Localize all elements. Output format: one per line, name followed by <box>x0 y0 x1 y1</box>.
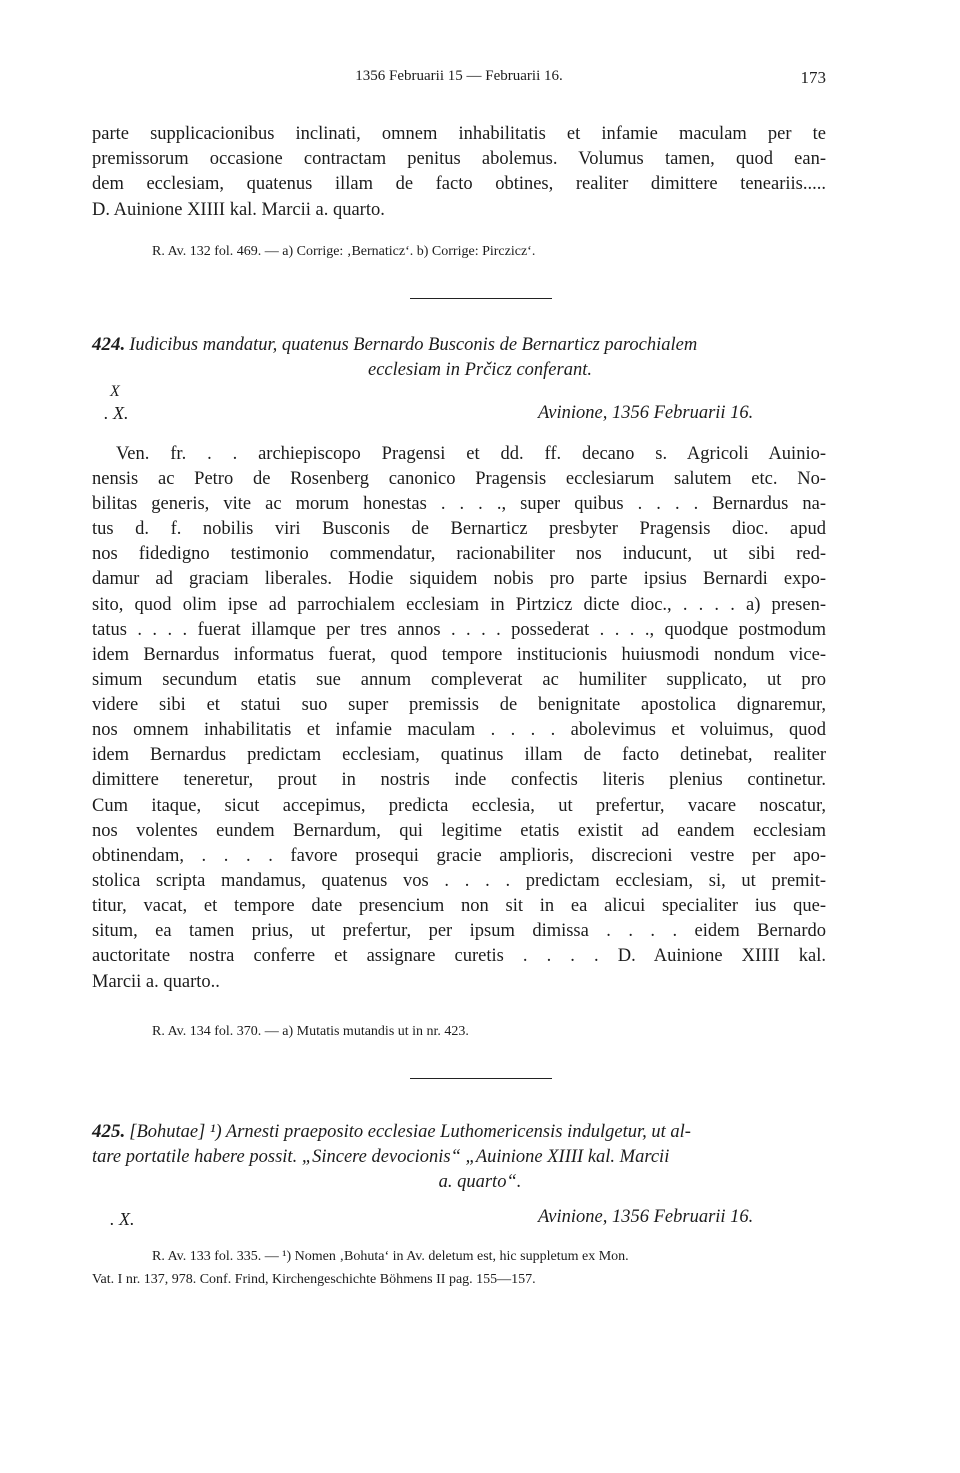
footnote: Vat. I nr. 137, 978. Conf. Frind, Kirchengeschichte Böhmens II pag. 155—157. <box>92 1272 536 1287</box>
doc-title: Iudicibus mandatur, quatenus Bernardo Busconis de Bernarticz parochialem <box>129 335 698 355</box>
text-line: nos volentes eundem Bernardum, qui legitime etatis existit ad eandem ecclesiam <box>92 821 826 841</box>
doc-title-cont: ecclesiam in Prčicz conferant. <box>368 360 592 380</box>
text-line: nos fidedigno testimonio commendatur, racionabiliter nos inducunt, ut sibi red- <box>92 544 826 564</box>
place-date: Avinione, 1356 Februarii 16. <box>538 1207 754 1227</box>
archive-mark: X <box>110 383 120 400</box>
footnote: R. Av. 134 fol. 370. — a) Mutatis mutandis ut in nr. 423. <box>152 1024 469 1039</box>
text-line: dem ecclesiam, quatenus illam de facto obtines, realiter dimittere teneariis..... <box>92 174 826 194</box>
text-line: nos omnem inhabilitatis et infamie maculam . . . . abolevimus et voluimus, quod <box>92 720 826 740</box>
place-date: Avinione, 1356 Februarii 16. <box>538 403 754 423</box>
doc-title: [Bohutae] ¹) Arnesti praeposito ecclesiae Luthomericensis indulgetur, ut al- <box>129 1122 691 1142</box>
text-line: Ven. fr. . . archiepiscopo Pragensi et dd. ff. decano s. Agricoli Auinio- <box>116 444 826 464</box>
text-line: tatus . . . . fuerat illamque per tres annos . . . . possederat . . . ., quodque postmodum <box>92 620 826 640</box>
text-line: premissorum occasione contractam penitus abolemus. Volumus tamen, quod ean- <box>92 149 826 169</box>
doc-title-cont: a. quarto“. <box>438 1172 522 1192</box>
footnote: R. Av. 133 fol. 335. — ¹) Nomen ‚Bohuta‘ in Av. deletum est, hic suppletum ex Mon. <box>152 1249 629 1264</box>
doc-heading <box>92 1121 826 1143</box>
doc-title-cont: tare portatile habere possit. „Sincere devocionis“ „Auinione XIIII kal. Marcii <box>92 1147 670 1167</box>
text-line: obtinendam, . . . . favore prosequi gracie amplioris, discrecioni vestre per apo- <box>92 846 826 866</box>
text-line: Cum itaque, sicut accepimus, predicta ecclesia, ut prefertur, vacare noscatur, <box>92 796 826 816</box>
text-line: damur ad graciam liberales. Hodie siquidem nobis pro parte ipsius Bernardi expo- <box>92 569 826 589</box>
text-line: tus d. f. nobilis viri Busconis de Bernarticz presbyter Pragensis dioc. apud <box>92 519 826 539</box>
doc-number: 424. <box>92 334 126 355</box>
text-line: idem Bernardus predictam ecclesiam, quatinus illam de facto detinebat, realiter <box>92 745 826 765</box>
text-line: D. Auinione XIIII kal. Marcii a. quarto. <box>92 200 385 220</box>
text-line: simum secundum etatis sue annum compleverat ac humiliter supplicato, ut pro <box>92 670 826 690</box>
text-line: nensis ac Petro de Rosenberg canonico Pragensis ecclesiarum salutem etc. No- <box>92 469 826 489</box>
doc-heading <box>92 334 826 356</box>
archive-mark: . X. <box>104 403 129 423</box>
section-divider <box>410 298 552 299</box>
page-number: 173 <box>800 68 826 87</box>
text-line: Marcii a. quarto.. <box>92 972 220 992</box>
doc-number: 425. <box>92 1121 126 1142</box>
text-line: dimittere teneretur, prout in nostris inde confectis literis plenius continetur. <box>92 770 826 790</box>
text-line: parte supplicacionibus inclinati, omnem inhabilitatis et infamie maculam per te <box>92 124 826 144</box>
footnote: R. Av. 132 fol. 469. — a) Corrige: ‚Bernaticz‘. b) Corrige: Pirczicz‘. <box>152 244 536 259</box>
archive-mark: . X. <box>110 1209 135 1229</box>
text-line: situm, ea tamen prius, ut prefertur, per ipsum dimissa . . . . eidem Bernardo <box>92 921 826 941</box>
running-header <box>92 68 826 90</box>
text-line: videre sibi et statui suo super premissis de benignitate apostolica dignaremur, <box>92 695 826 715</box>
section-divider <box>410 1078 552 1079</box>
text-line: sito, quod olim ipse ad parrochialem ecclesiam in Pirtzicz dicte dioc., . . . . a) presen- <box>92 595 826 615</box>
text-line: idem Bernardus informatus fuerat, quod tempore institucionis huiusmodi nondum vice- <box>92 645 826 665</box>
text-line: stolica scripta mandamus, quatenus vos . . . . predictam ecclesiam, si, ut premit- <box>92 871 826 891</box>
text-line: bilitas generis, vite ac morum honestas . . . ., super quibus . . . . Bernardus na- <box>92 494 826 514</box>
running-title: 1356 Februarii 15 — Februarii 16. <box>355 68 563 84</box>
text-line: auctoritate nostra conferre et assignare curetis . . . . D. Auinione XIIII kal. <box>92 946 826 966</box>
text-line: titur, vacat, et tempore date presencium non sit in ea alicui specialiter ius que- <box>92 896 826 916</box>
